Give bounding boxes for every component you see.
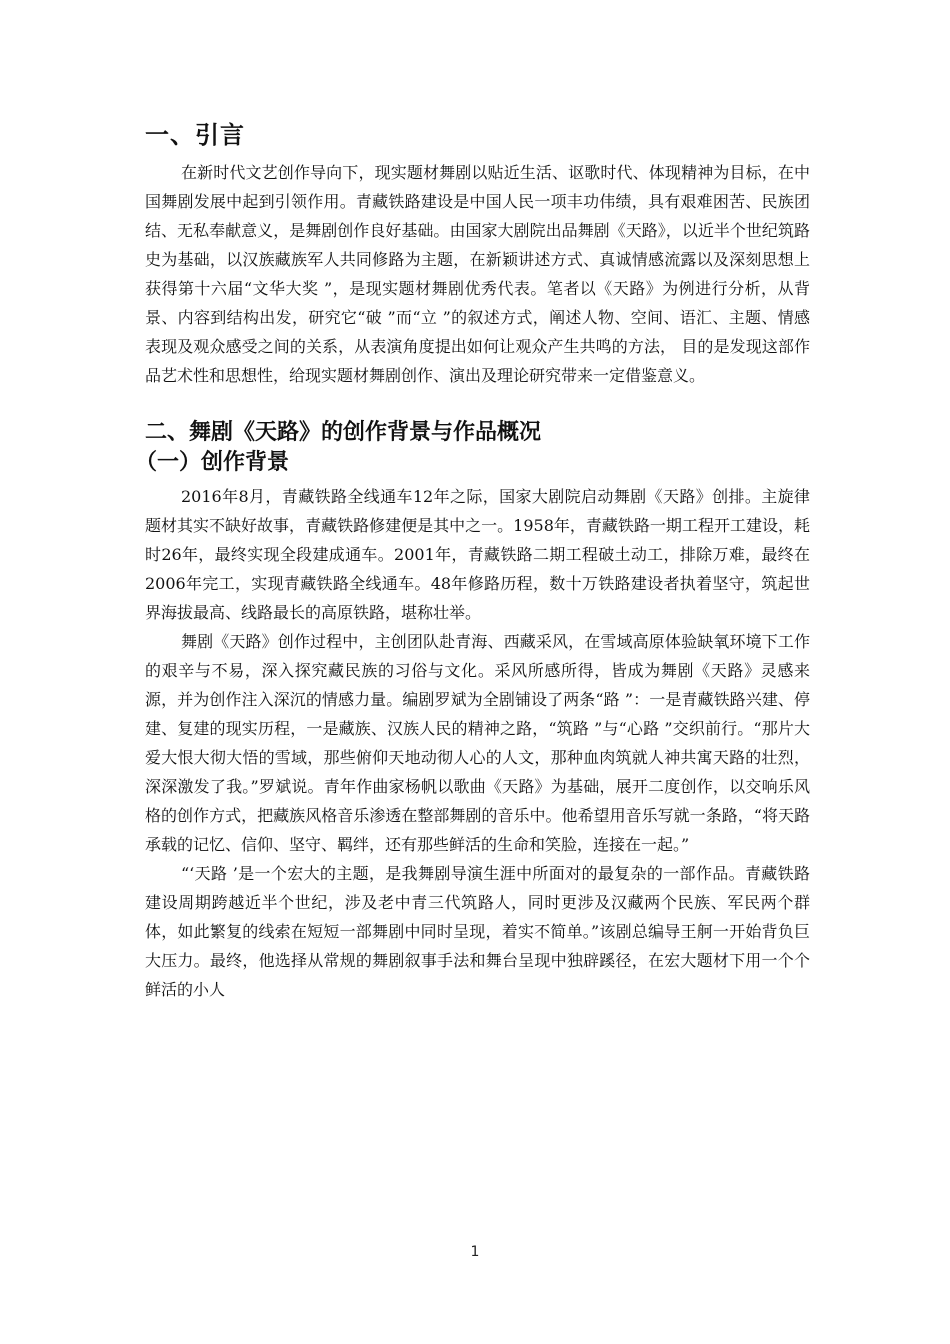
section-heading-introduction: 一、引言: [145, 121, 245, 149]
background-paragraph-3: “‘天路 ’是一个宏大的主题，是我舞剧导演生涯中所面对的最复杂的一部作品。青藏铁路建设周期跨越近半个世纪，涉及老中青三代筑路人，同时更涉及汉藏两个民族、军民两个群体，如此繁复的线索在短短一部舞剧中同时呈现，着实不简单。”该剧总编导王舸一开始背负巨大压力。最终，他选择从常规的舞剧叙事手法和舞台呈现中独辟蹊径，在宏大题材下用一个个鲜活的小人: [145, 864, 810, 999]
subsection-heading-creation-background: （一）创作背景: [135, 450, 290, 475]
introduction-paragraph: 在新时代文艺创作导向下，现实题材舞剧以贴近生活、讴歌时代、体现精神为目标，在中国舞剧发展中起到引领作用。青藏铁路建设是中国人民一项丰功伟绩，具有艰难困苦、民族团结、无私奉献意义，是舞剧创作良好基础。由国家大剧院出品舞剧《天路》，以近半个世纪筑路史为基础，以汉族藏族军人共同修路为主题，在新颖讲述方式、真诚情感流露以及深刻思想上获得第十六届“文华大奖 ”，是现实题材舞剧优秀代表。笔者以《天路》为例进行分析，从背景、内容到结构出发，研究它“破 ”而“立 ”的叙述方式，阐述人物、空间、语汇、主题、情感表现及观众感受之间的关系，从表演角度提出如何让观众产生共鸣的方法， 目的是发现这部作品艺术性和思想性，给现实题材舞剧创作、演出及理论研究带来一定借鉴意义。: [145, 163, 810, 385]
page-number: 1: [470, 1244, 480, 1260]
section-heading-background: 二、舞剧《天路》的创作背景与作品概况: [145, 420, 542, 445]
background-paragraph-1: 2016年8月，青藏铁路全线通车12年之际，国家大剧院启动舞剧《天路》创排。主旋律题材其实不缺好故事，青藏铁路修建便是其中之一。1958年，青藏铁路一期工程开工建设，耗时26年，最终实现全段建成通车。2001年，青藏铁路二期工程破土动工，排除万难，最终在 2006年完工，实现青藏铁路全线通车。48年修路历程，数十万铁路建设者执着坚守，筑起世界海拔最高、线路最长的高原铁路，堪称壮举。: [145, 487, 810, 622]
page-content: [135, 118, 810, 1004]
background-paragraph-2: 舞剧《天路》创作过程中，主创团队赴青海、西藏采风，在雪域高原体验缺氧环境下工作的艰辛与不易，深入探究藏民族的习俗与文化。采风所感所得，皆成为舞剧《天路》灵感来源，并为创作注入深沉的情感力量。编剧罗斌为全剧铺设了两条“路 ”：一是青藏铁路兴建、停建、复建的现实历程，一是藏族、汉族人民的精神之路，“筑路 ”与“心路 ”交织前行。“那片大爱大恨大彻大悟的雪域，那些俯仰天地动彻人心的人文，那种血肉筑就人神共寓天路的壮烈，深深激发了我。”罗斌说。青年作曲家杨帆以歌曲《天路》为基础，展开二度创作，以交响乐风格的创作方式，把藏族风格音乐渗透在整部舞剧的音乐中。他希望用音乐写就一条路，“将天路承载的记忆、信仰、坚守、羁绊，还有那些鲜活的生命和笑脸，连接在一起。”: [145, 632, 810, 854]
spacer: [145, 390, 810, 418]
